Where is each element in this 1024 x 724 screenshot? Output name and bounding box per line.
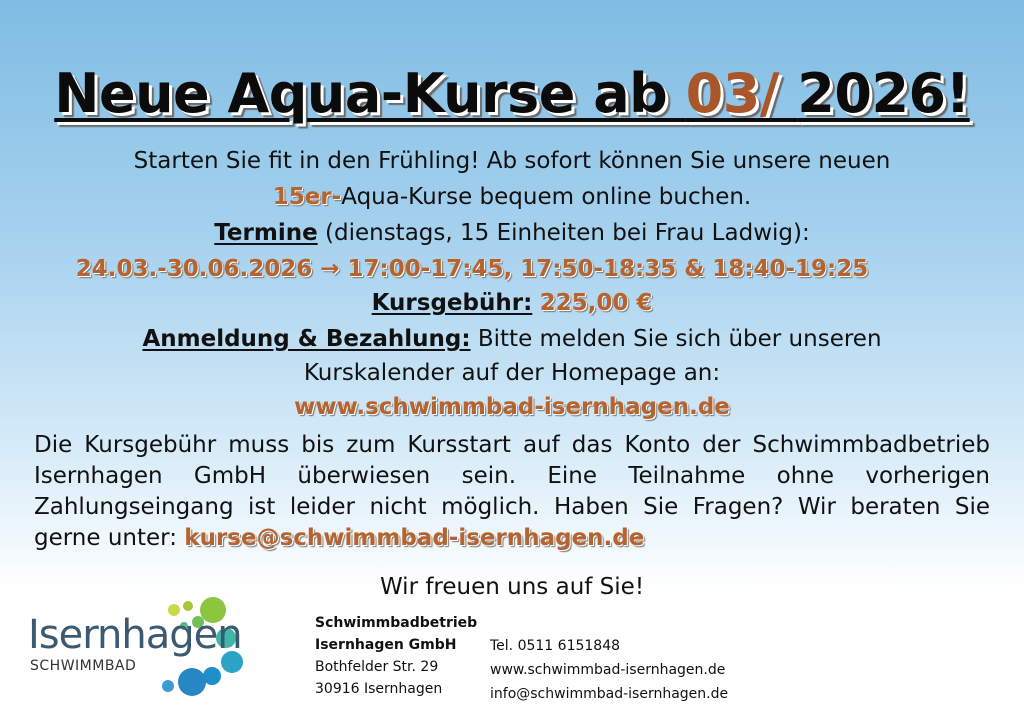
address-city: 30916 Isernhagen bbox=[315, 681, 443, 697]
address-company-line-2: Isernhagen GmbH bbox=[315, 637, 457, 653]
logo-wordmark: Isernhagen bbox=[28, 612, 242, 658]
headline-part1: Neue Aqua-Kurse ab bbox=[54, 62, 686, 125]
registration-line-2: Kurskalender auf der Homepage an: bbox=[303, 360, 721, 386]
payment-paragraph bbox=[34, 430, 990, 554]
intro-line-1: Starten Sie fit in den Frühling! Ab sofort können Sie unsere neuen bbox=[133, 148, 891, 174]
fee-label: Kursgebühr: bbox=[371, 290, 533, 316]
headline-month: 03/ bbox=[685, 62, 798, 125]
address-block bbox=[315, 612, 477, 700]
intro-line-2-text: Aqua-Kurse bequem online buchen. bbox=[341, 184, 752, 210]
course-email-link[interactable]: kurse@schwimmbad-isernhagen.de bbox=[184, 525, 645, 551]
address-street: Bothfelder Str. 29 bbox=[315, 659, 439, 675]
termine-line bbox=[0, 218, 1024, 248]
contact-email[interactable]: info@schwimmbad-isernhagen.de bbox=[490, 686, 729, 702]
homepage-line bbox=[0, 392, 1024, 422]
intro-line-2 bbox=[0, 182, 1024, 212]
fee-line bbox=[0, 288, 1024, 318]
fee-value: 225,00 € bbox=[539, 290, 653, 316]
course-count: 15er- bbox=[272, 184, 342, 210]
closing-line: Wir freuen uns auf Sie! bbox=[379, 574, 645, 600]
registration-text-1: Bitte melden Sie sich über unseren bbox=[470, 326, 882, 352]
termine-label: Termine bbox=[214, 220, 318, 246]
course-dates: 24.03.-30.06.2026 → 17:00-17:45, 17:50-18:35 & 18:40-19:25 bbox=[75, 256, 869, 282]
payment-text: Die Kursgebühr muss bis zum Kursstart auf das Konto der Schwimmbadbetrieb Isernhagen GmbH überwiesen sein. Eine Teilnahme ohne vorherigen Zahlungseingang ist leider nicht möglich. Haben Sie Fragen? Wir beraten Sie gerne unter: bbox=[34, 432, 990, 551]
headline-part2: 2026! bbox=[797, 62, 970, 125]
contact-phone[interactable]: Tel. 0511 6151848 bbox=[490, 638, 621, 654]
registration-line-1 bbox=[0, 324, 1024, 354]
homepage-link[interactable]: www.schwimmbad-isernhagen.de bbox=[294, 394, 730, 420]
contact-website[interactable]: www.schwimmbad-isernhagen.de bbox=[490, 662, 726, 678]
logo-subtitle: SCHWIMMBAD bbox=[30, 658, 137, 674]
address-company-line-1: Schwimmbadbetrieb bbox=[315, 615, 478, 631]
termine-detail: (dienstags, 15 Einheiten bei Frau Ladwig): bbox=[317, 220, 810, 246]
contact-block bbox=[490, 634, 728, 706]
registration-label: Anmeldung & Bezahlung: bbox=[142, 326, 471, 352]
dates-line bbox=[0, 254, 984, 284]
headline bbox=[0, 62, 1024, 125]
